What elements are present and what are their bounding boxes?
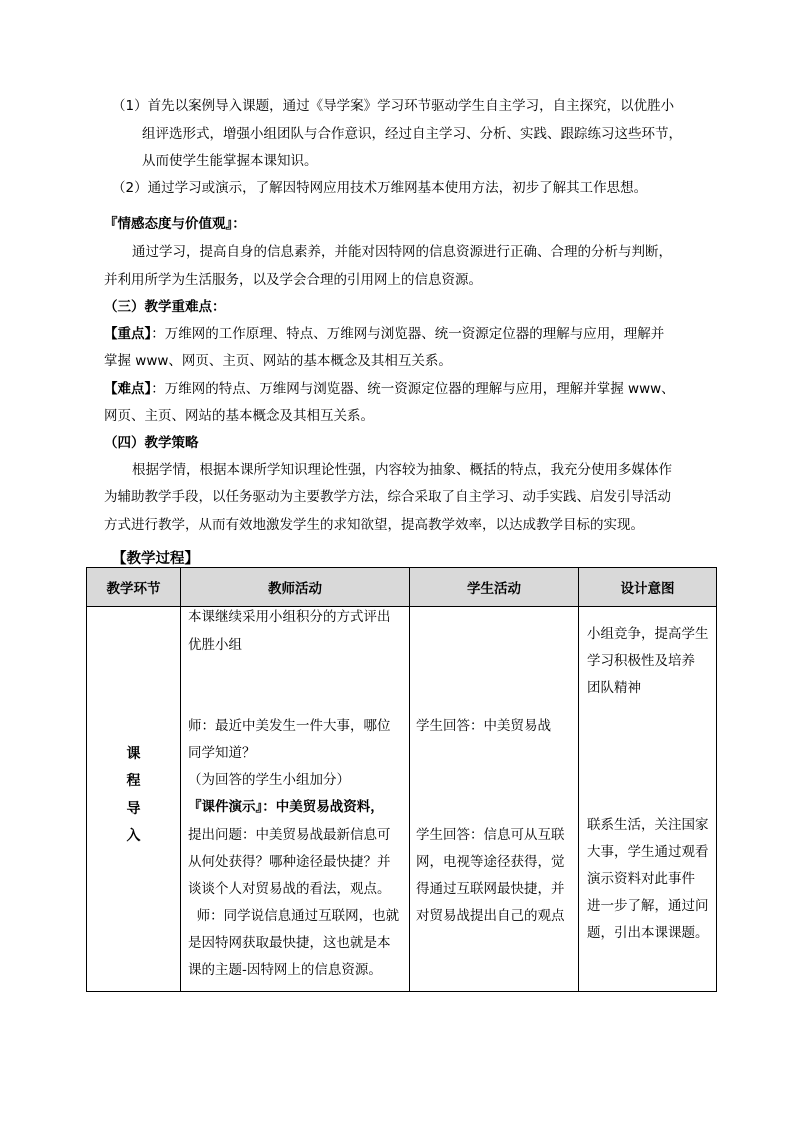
difficulty-label: 【难点】 [104,381,152,397]
strategy-line-2: 为辅助教学手段，以任务驱动为主要教学方法，综合采取了自主学习、动手实践、启发引导活动 [104,489,671,505]
teacher-line: 优胜小组 [188,637,242,653]
teacher-line: 从何处获得？哪种途径最快捷？并 [188,854,391,870]
student-line: 学生回答：信息可从互联 [416,827,565,843]
intent-line: 联系生活，关注国家 [587,817,709,833]
student-activity-cell [410,607,579,992]
strategy-heading: （四）教学策略 [104,435,199,451]
stage-char: 导 [126,801,141,817]
emotion-line-1: 通过学习，提高自身的信息素养，并能对因特网的信息资源进行正确、合理的分析与判断， [132,244,672,260]
teacher-line: 同学知道？ [188,745,256,761]
focus-line-2: 掌握 www、网页、主页、网站的基本概念及其相互关系。 [104,353,452,369]
emotion-line-2: 并利用所学为生活服务，以及学会合理的引用网上的信息资源。 [104,272,482,288]
teacher-line-courseware: 『课件演示』：中美贸易战资料， [188,799,384,815]
stage-char: 入 [126,828,141,844]
emotion-heading: 『情感态度与价值观』： [104,216,246,232]
focus-line-1 [104,324,664,344]
table-header-row [87,568,717,607]
focus-label: 【重点】 [104,326,152,342]
stage-cell [87,607,181,992]
intent-line: 团队精神 [587,680,641,696]
objective-2: （2）通过学习或演示，了解因特网应用技术万维网基本使用方法，初步了解其工作思想。 [112,180,648,196]
difficulty-line-2: 网页、主页、网站的基本概念及其相互关系。 [104,408,374,424]
student-line: 网，电视等途径获得，觉 [416,854,565,870]
objective-1-line-3: 从而使学生能掌握本课知识。 [142,153,318,169]
header-intent: 设计意图 [579,568,717,607]
difficulty-line-1 [104,379,675,399]
intent-line: 演示资料对此事件 [587,871,695,887]
difficulty-text: ：万维网的特点、万维网与浏览器、统一资源定位器的理解与应用，理解并掌握 www、 [151,381,675,397]
objective-1-line-2: 组评选形式，增强小组团队与合作意识，经过自主学习、分析、实践、跟踪练习这些环节， [142,126,682,142]
teacher-activity-cell [181,607,410,992]
stage-char: 程 [126,773,141,789]
teacher-line: 本课继续采用小组积分的方式评出 [188,609,391,625]
student-line: 得通过互联网最快捷，并 [416,881,565,897]
strategy-line-1: 根据学情，根据本课所学知识理论性强，内容较为抽象、概括的特点，我充分使用多媒体作 [132,462,672,478]
keypoints-heading: （三）教学重难点： [104,299,226,315]
strategy-line-3: 方式进行教学，从而有效地激发学生的求知欲望，提高教学效率，以达成教学目标的实现。 [104,517,644,533]
header-student: 学生活动 [410,568,579,607]
stage-char: 课 [126,746,141,762]
process-heading: 【教学过程】 [112,551,199,567]
teacher-line: （为回答的学生小组加分） [188,772,350,788]
design-intent-cell [579,607,717,992]
intent-line: 题，引出本课课题。 [587,925,709,941]
header-stage: 教学环节 [87,568,181,607]
student-line: 学生回答：中美贸易战 [416,718,551,734]
teacher-line: 谈谈个人对贸易战的看法，观点。 [188,881,391,897]
teacher-line: 提出问题：中美贸易战最新信息可 [188,827,391,843]
teacher-line: 是因特网获取最快捷，这也就是本 [188,935,391,951]
table-row [87,607,717,992]
intent-line: 进一步了解，通过问 [587,898,709,914]
intent-line: 学习积极性及培养 [587,653,695,669]
teacher-line: 师：最近中美发生一件大事，哪位 [188,718,391,734]
teacher-line: 课的主题-因特网上的信息资源。 [188,962,382,978]
process-table [86,567,717,992]
student-line: 对贸易战提出自己的观点 [416,908,565,924]
objective-1-line-1: （1）首先以案例导入课题，通过《导学案》学习环节驱动学生自主学习，自主探究，以优胜小 [112,98,675,114]
intent-line: 小组竞争，提高学生 [587,626,709,642]
teacher-line: 师：同学说信息通过互联网，也就 [188,908,400,924]
intent-line: 大事，学生通过观看 [587,844,709,860]
header-teacher: 教师活动 [181,568,410,607]
focus-text: ：万维网的工作原理、特点、万维网与浏览器、统一资源定位器的理解与应用，理解并 [151,326,665,342]
